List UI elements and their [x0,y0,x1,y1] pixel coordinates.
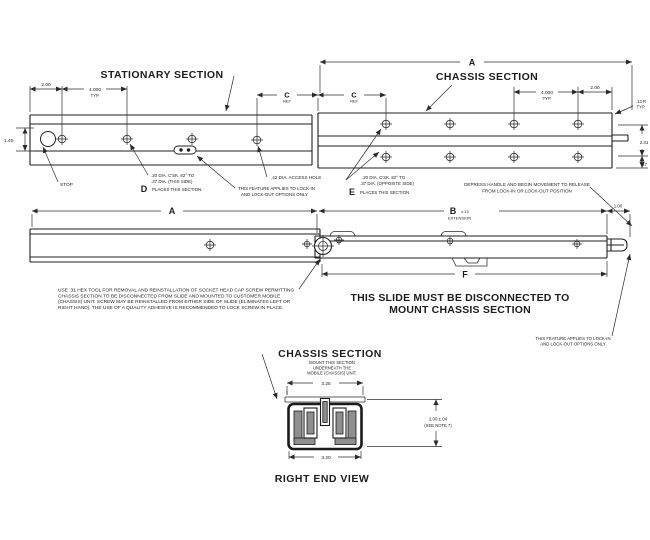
dim-2.00-right-label: 2.00 [590,86,600,91]
dim-4.000-label: 4.000 [88,88,102,93]
release-handle [607,239,627,251]
chassis-top-tabs [330,232,466,237]
ref2-label: REF [350,99,358,104]
hex-note-line4: RIGHT HAND). THE USE OF A QUALITY ADHESIVE IS RECOMMENDED TO LOCK SCREW IN PLACE. [58,305,284,311]
dim-1.40-label: 1.40 [4,139,14,144]
latch-notch [452,258,487,266]
dim-1.00-label: 1.00 [613,203,623,209]
chassis-section-title: CHASSIS SECTION [435,71,539,83]
hex-note-line1: USE .31 HEX TOOL FOR REMOVAL AND REINSTALLATION OF SOCKET HEAD CAP SCREW PERMITTING [58,288,295,294]
end-view-subtitle-line3: MOBILE (CHASSIS) UNIT. [307,370,357,376]
note-d-line2: .37 DIA. (THIS SIDE) [151,179,193,184]
hex-note-line3: (CHASSIS) UNIT. SCREW MAY BE REINSTALLED FROM EITHER SIDE OF SLIDE (ELIMINATES LEFT OR [58,300,291,306]
dim-a-label: A [468,57,476,68]
dim-2.00-left-label: 2.00 [41,83,51,88]
note-d-line3: PLACES THIS SECTION [152,187,202,192]
dim-a-middle-label: A [168,206,176,216]
typ-label: TYP. [90,93,100,98]
end-view-subtitle-line1: MOUNT THIS SECTION [309,360,355,365]
small-rivet-crosshairs [302,235,582,249]
dim-b-extension-label: EXTENSION [448,215,472,221]
feature-note-line1: THIS FEATURE APPLIES TO LOCK-IN [238,186,315,191]
depress-note-line1: DEPRESS HANDLE AND BEGIN MOVEMENT TO RELEASE [464,182,590,187]
lock-slot-hole [187,148,190,151]
radius-note-line1: .13 R [635,99,647,104]
end-view-subtitle-line2: UNDERNEATH THE [312,365,352,371]
chassis-hole-crosshairs [380,118,584,163]
middle-feature-note-leader [612,254,630,336]
ref1-label: REF [283,99,291,104]
note-e-letter: E [348,187,356,197]
left-wall-hatch [294,411,302,442]
chassis-member-outline [315,236,607,258]
note-d-leader [130,144,148,175]
note-e-line1: .20 DIA. C'SK. 82° TO [362,175,406,180]
dim-4.000-right-label: 4.000 [540,91,554,96]
depress-note-line2: FROM LOCK-IN OR LOCK-OUT POSITION [482,188,572,194]
warning-line2: MOUNT CHASSIS SECTION [389,304,531,316]
typ-right-label: TYP. [542,96,552,101]
dim-see-note-7-label: (SEE NOTE 7) [424,423,452,428]
outer-rail-outline [30,229,320,262]
dim-b-tolerance: ±.13 [461,209,469,214]
access-hole-note: .42 DIA. ACCESS HOLE [271,175,322,180]
middle-feature-note-line1: THIS FEATURE APPLIES TO LOCK-IN [535,336,611,341]
note-e-line3: PLACES THIS SECTION [360,190,410,195]
note-d-letter: D [140,184,148,194]
dim-3.25-label: 3.25 [321,382,331,387]
center-tab-hatch [323,402,327,423]
stationary-rail-outline [30,115,312,165]
warning-line1: THIS SLIDE MUST BE DISCONNECTED TO [350,292,570,304]
dim-.47-label: .47 [641,162,647,167]
right-end-view [262,348,452,485]
right-wall-hatch [348,411,356,442]
lock-slot-hole [179,148,182,151]
note-d-line1: .20 DIA. C'SK. 82° TO [151,173,195,178]
feature-note-line2: AND LOCK-OUT OPTIONS ONLY [241,192,308,197]
right-end-view-label: RIGHT END VIEW [274,473,370,485]
stationary-title-leader [226,76,234,111]
left-bottom-hatch [294,438,315,445]
feature-note-leader [197,156,235,188]
outer-rail-hole [204,239,216,251]
dim-2.31-label: 2.31 [639,140,649,145]
hex-note-line2: CHASSIS SECTION TO BE DISCONNECTED FROM SLIDE AND MOUNTED TO CUSTOMER MOBILE [58,294,281,300]
middle-view-closed-slide [30,204,630,347]
stationary-hole-crosshairs [56,133,263,146]
lock-slot [174,146,196,154]
dim-f-label: F [462,269,468,280]
stop-label: STOP [60,183,73,188]
right-bottom-hatch [335,438,356,445]
chassis-title-leader [426,85,452,111]
note-e-line2: .37 DIA. (OPPOSITE SIDE) [360,181,414,186]
radius-note-line2: TYP. [636,104,646,110]
dim-c1-label: C [284,90,290,100]
dim-b-label: B [449,206,457,216]
right-channel-hatch [336,412,343,434]
hex-note-leader [299,259,320,289]
stop-pin [41,132,56,147]
stationary-section-title: STATIONARY SECTION [100,69,224,81]
depress-note-leader [590,187,632,226]
end-view-chassis-title: CHASSIS SECTION [278,348,382,360]
dim-c2-label: C [351,90,357,100]
radius-note-leader [615,106,633,114]
dim-3.20-label: 3.20 [321,456,331,461]
chassis-rail-outline [318,113,628,168]
left-channel-hatch [307,412,314,434]
end-view-title-leader [262,354,277,399]
dim-2.00-height-label: 2.00 ±.04 [428,416,448,422]
middle-feature-note-line2: AND LOCK-OUT OPTIONS ONLY [540,341,606,347]
